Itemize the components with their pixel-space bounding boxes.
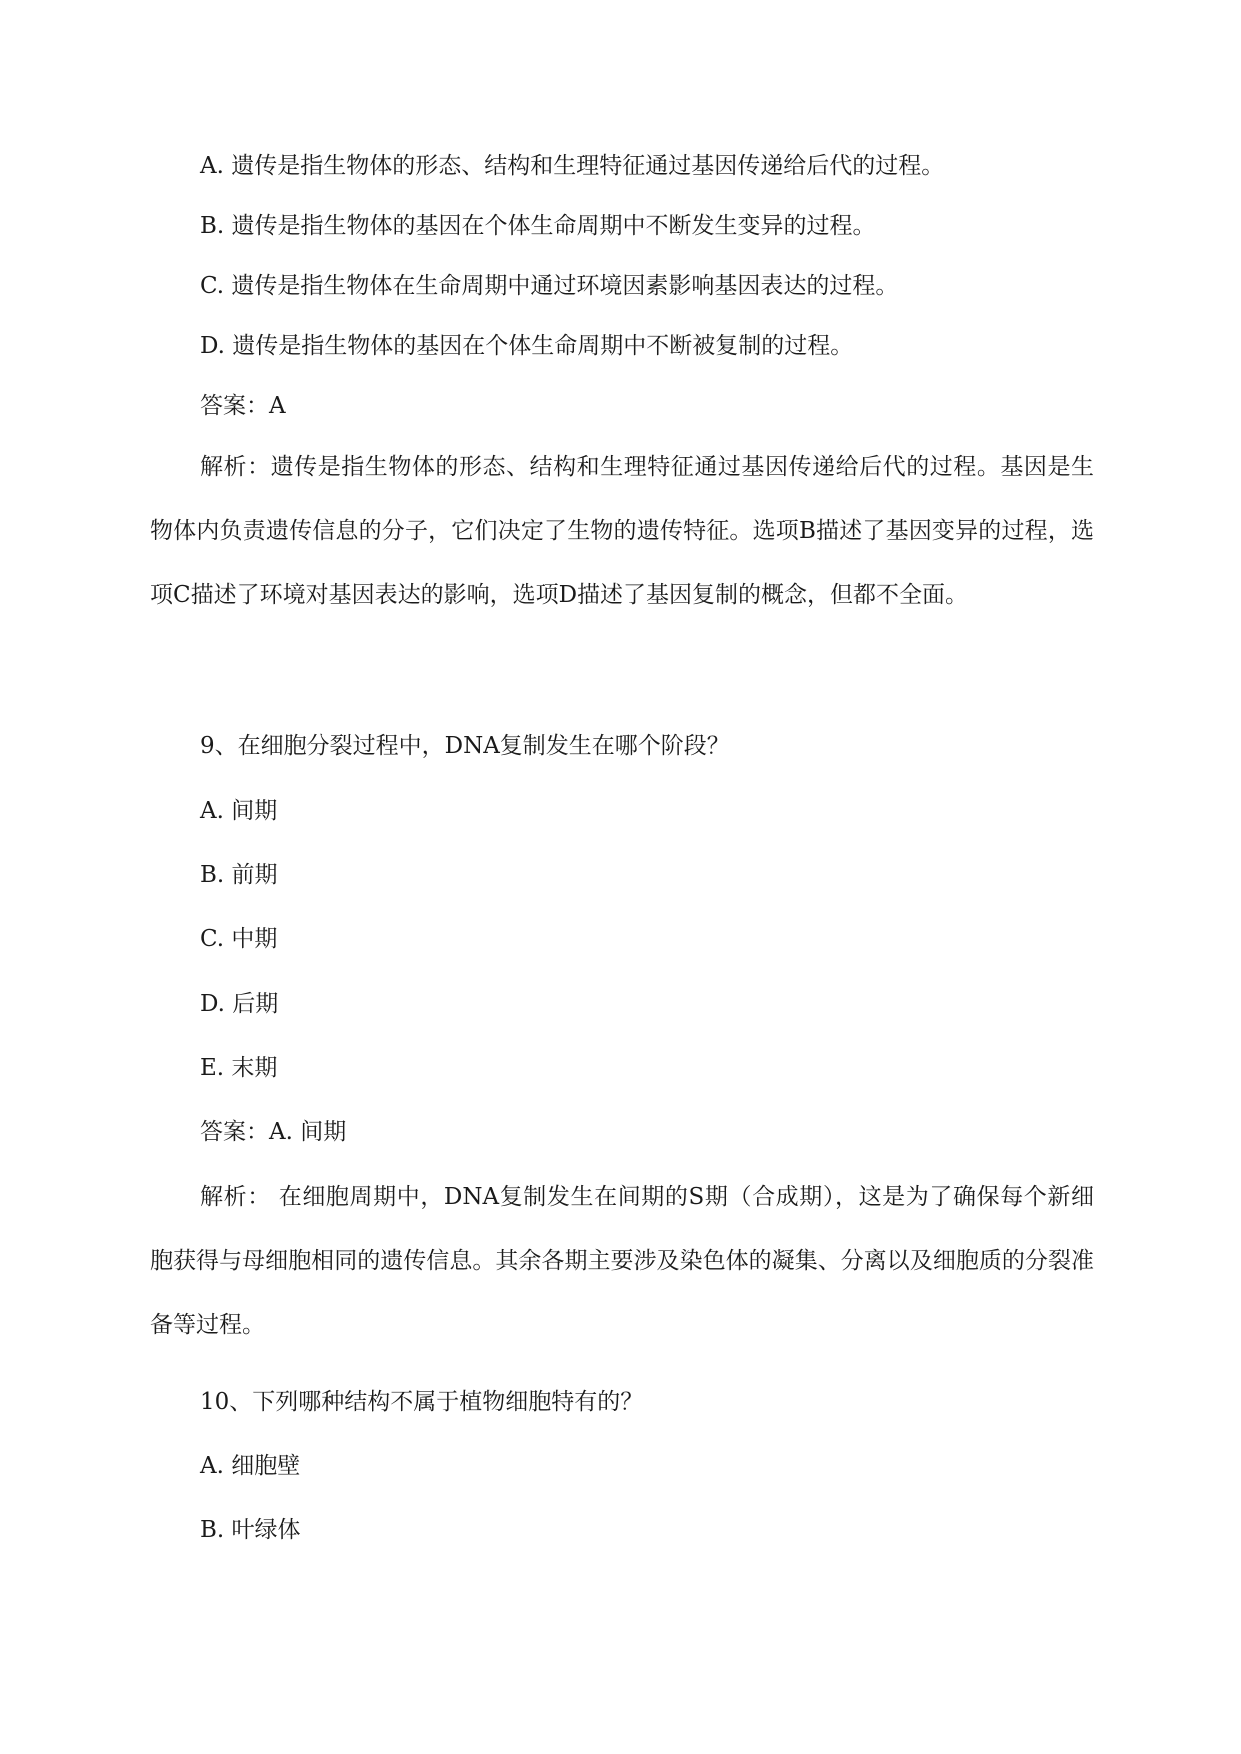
q9-answer: 答案：A. 间期 (200, 1119, 347, 1145)
q10-option-b: B. 叶绿体 (200, 1517, 301, 1543)
q10-question: 10、下列哪种结构不属于植物细胞特有的？ (200, 1389, 644, 1415)
q8-analysis: 解析：遗传是指生物体的形态、结构和生理特征通过基因传递给后代的过程。基因是生物体内负责遗传信息的分子，它们决定了生物的遗传特征。选项B描述了基因变异的过程，选项C描述了环境对基因表达的影响，选项D描述了基因复制的概念，但都不全面。 (150, 454, 1094, 608)
q8-option-a: A. 遗传是指生物体的形态、结构和生理特征通过基因传递给后代的过程。 (200, 153, 945, 179)
q10-option-a: A. 细胞壁 (200, 1453, 301, 1479)
q9-option-a: A. 间期 (200, 798, 278, 824)
q9-option-e: E. 末期 (200, 1055, 278, 1081)
q9-question: 9、在细胞分裂过程中，DNA复制发生在哪个阶段？ (200, 733, 730, 759)
q8-option-b: B. 遗传是指生物体的基因在个体生命周期中不断发生变异的过程。 (200, 213, 876, 239)
q8-option-d: D. 遗传是指生物体的基因在个体生命周期中不断被复制的过程。 (200, 333, 854, 359)
q8-answer: 答案：A (200, 393, 286, 419)
q9-option-d: D. 后期 (200, 991, 279, 1017)
q8-option-c: C. 遗传是指生物体在生命周期中通过环境因素影响基因表达的过程。 (200, 273, 899, 299)
q9-analysis: 解析： 在细胞周期中，DNA复制发生在间期的S期（合成期），这是为了确保每个新细胞获得与母细胞相同的遗传信息。其余各期主要涉及染色体的凝集、分离以及细胞质的分裂准备等过程。 (150, 1184, 1094, 1338)
q9-option-c: C. 中期 (200, 926, 278, 952)
q9-option-b: B. 前期 (200, 862, 278, 888)
